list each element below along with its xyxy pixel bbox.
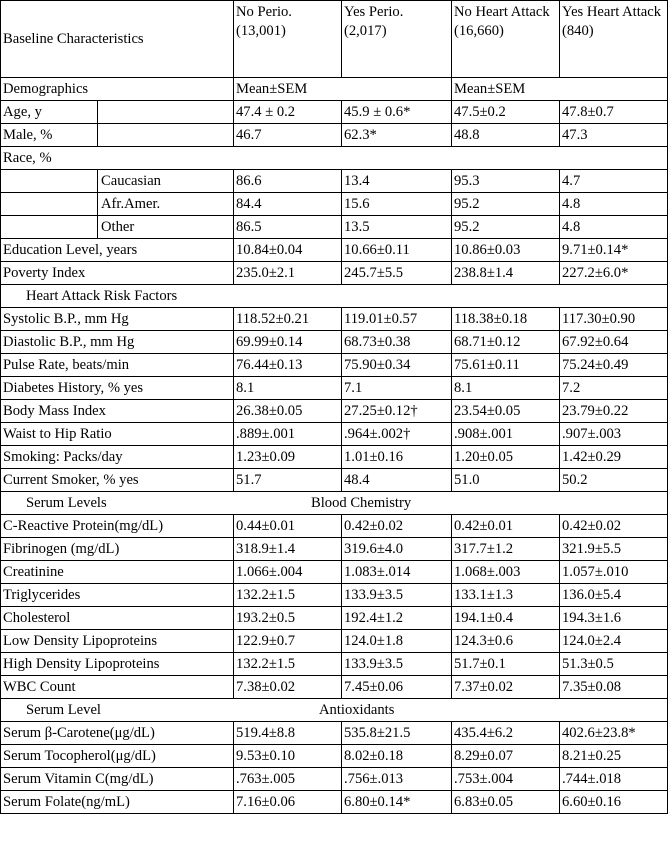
value-cell: 86.5 — [234, 216, 342, 239]
value-cell: 317.7±1.2 — [452, 538, 560, 561]
value-cell: 1.066±.004 — [234, 561, 342, 584]
value-cell: 47.8±0.7 — [560, 101, 668, 124]
value-cell: 7.2 — [560, 377, 668, 400]
value-cell: 1.068±.003 — [452, 561, 560, 584]
table-row — [1, 124, 668, 147]
value-cell: 51.7 — [234, 469, 342, 492]
row-label: WBC Count — [1, 676, 234, 699]
value-cell: .964±.002† — [342, 423, 452, 446]
value-cell: 9.71±0.14* — [560, 239, 668, 262]
blood-chemistry-heading-cell — [1, 492, 668, 515]
value-cell: 4.7 — [560, 170, 668, 193]
row-label: Creatinine — [1, 561, 234, 584]
race-label: Race, % — [3, 150, 52, 166]
table-row — [1, 331, 668, 354]
table-row — [1, 446, 668, 469]
table-row — [1, 722, 668, 745]
value-cell: 0.42±0.02 — [342, 515, 452, 538]
value-cell: 10.86±0.03 — [452, 239, 560, 262]
table-body — [1, 1, 668, 814]
table-row — [1, 653, 668, 676]
value-cell: 45.9 ± 0.6* — [342, 101, 452, 124]
table-row — [1, 538, 668, 561]
value-cell: .907±.003 — [560, 423, 668, 446]
table-row — [1, 676, 668, 699]
antioxidants-heading-sublabel: Antioxidants — [319, 702, 395, 718]
table-row — [1, 377, 668, 400]
value-cell: 9.53±0.10 — [234, 745, 342, 768]
table-row — [1, 745, 668, 768]
stat-label-perio: Mean±SEM — [234, 78, 452, 101]
value-cell: 1.42±0.29 — [560, 446, 668, 469]
row-blank-cell — [98, 101, 234, 124]
value-cell: 133.9±3.5 — [342, 653, 452, 676]
value-cell: 7.38±0.02 — [234, 676, 342, 699]
table-row — [1, 423, 668, 446]
value-cell: 194.1±0.4 — [452, 607, 560, 630]
value-cell: 46.7 — [234, 124, 342, 147]
value-cell: 402.6±23.8* — [560, 722, 668, 745]
value-cell: 132.2±1.5 — [234, 584, 342, 607]
risk-factors-heading: Heart Attack Risk Factors — [26, 288, 178, 304]
value-cell: 4.8 — [560, 193, 668, 216]
value-cell: 133.9±3.5 — [342, 584, 452, 607]
row-label: Male, % — [1, 124, 98, 147]
value-cell: 8.21±0.25 — [560, 745, 668, 768]
value-cell: 194.3±1.6 — [560, 607, 668, 630]
value-cell: 122.9±0.7 — [234, 630, 342, 653]
row-indent-cell — [1, 193, 98, 216]
value-cell: .908±.001 — [452, 423, 560, 446]
value-cell: 192.4±1.2 — [342, 607, 452, 630]
value-cell: 23.79±0.22 — [560, 400, 668, 423]
value-cell: 132.2±1.5 — [234, 653, 342, 676]
row-label: Current Smoker, % yes — [1, 469, 234, 492]
value-cell: 51.0 — [452, 469, 560, 492]
table-row — [1, 630, 668, 653]
value-cell: 75.61±0.11 — [452, 354, 560, 377]
demographics-header-row — [1, 78, 668, 101]
value-cell: 319.6±4.0 — [342, 538, 452, 561]
race-label-cell — [1, 147, 668, 170]
value-cell: 6.80±0.14* — [342, 791, 452, 814]
value-cell: 75.90±0.34 — [342, 354, 452, 377]
row-label: Education Level, years — [1, 239, 234, 262]
row-label: Afr.Amer. — [98, 193, 234, 216]
table-row — [1, 515, 668, 538]
row-blank-cell — [98, 124, 234, 147]
risk-factors-heading-cell — [1, 285, 668, 308]
value-cell: 48.8 — [452, 124, 560, 147]
value-cell: 535.8±21.5 — [342, 722, 452, 745]
value-cell: 6.60±0.16 — [560, 791, 668, 814]
table-row — [1, 101, 668, 124]
value-cell: 51.3±0.5 — [560, 653, 668, 676]
row-label: Diabetes History, % yes — [1, 377, 234, 400]
value-cell: 67.92±0.64 — [560, 331, 668, 354]
row-label: Age, y — [1, 101, 98, 124]
value-cell: 1.20±0.05 — [452, 446, 560, 469]
value-cell: 124.3±0.6 — [452, 630, 560, 653]
value-cell: 133.1±1.3 — [452, 584, 560, 607]
value-cell: .889±.001 — [234, 423, 342, 446]
value-cell: 69.99±0.14 — [234, 331, 342, 354]
value-cell: 23.54±0.05 — [452, 400, 560, 423]
value-cell: 84.4 — [234, 193, 342, 216]
value-cell: 6.83±0.05 — [452, 791, 560, 814]
value-cell: 47.4 ± 0.2 — [234, 101, 342, 124]
value-cell: 119.01±0.57 — [342, 308, 452, 331]
header-label: Baseline Characteristics — [1, 1, 234, 78]
table-row — [1, 216, 668, 239]
value-cell: 68.73±0.38 — [342, 331, 452, 354]
row-label: C-Reactive Protein(mg/dL) — [1, 515, 234, 538]
value-cell: 7.35±0.08 — [560, 676, 668, 699]
stat-label-heart-attack: Mean±SEM — [452, 78, 668, 101]
value-cell: 8.1 — [234, 377, 342, 400]
table-row — [1, 768, 668, 791]
value-cell: 26.38±0.05 — [234, 400, 342, 423]
value-cell: 435.4±6.2 — [452, 722, 560, 745]
value-cell: 124.0±1.8 — [342, 630, 452, 653]
table-row — [1, 584, 668, 607]
value-cell: 0.42±0.01 — [452, 515, 560, 538]
table-row — [1, 193, 668, 216]
table-row — [1, 170, 668, 193]
antioxidants-heading-label: Serum Level — [26, 702, 101, 718]
value-cell: 13.4 — [342, 170, 452, 193]
value-cell: 321.9±5.5 — [560, 538, 668, 561]
row-label: Systolic B.P., mm Hg — [1, 308, 234, 331]
value-cell: 8.02±0.18 — [342, 745, 452, 768]
value-cell: 1.083±.014 — [342, 561, 452, 584]
value-cell: 10.84±0.04 — [234, 239, 342, 262]
value-cell: 48.4 — [342, 469, 452, 492]
value-cell: 1.057±.010 — [560, 561, 668, 584]
value-cell: 68.71±0.12 — [452, 331, 560, 354]
blood-chemistry-heading-row — [1, 492, 668, 515]
value-cell: 136.0±5.4 — [560, 584, 668, 607]
value-cell: 13.5 — [342, 216, 452, 239]
blood-chemistry-heading-label: Serum Levels — [26, 495, 107, 511]
value-cell: 95.3 — [452, 170, 560, 193]
row-label: Serum β-Carotene(μg/dL) — [1, 722, 234, 745]
antioxidants-heading-row — [1, 699, 668, 722]
value-cell: 7.1 — [342, 377, 452, 400]
value-cell: 118.52±0.21 — [234, 308, 342, 331]
value-cell: 15.6 — [342, 193, 452, 216]
value-cell: 47.3 — [560, 124, 668, 147]
row-label: Fibrinogen (mg/dL) — [1, 538, 234, 561]
header-row — [1, 1, 668, 78]
row-label: Serum Folate(ng/mL) — [1, 791, 234, 814]
value-cell: 95.2 — [452, 216, 560, 239]
row-label: Caucasian — [98, 170, 234, 193]
row-label: High Density Lipoproteins — [1, 653, 234, 676]
row-indent-cell — [1, 216, 98, 239]
row-label: Triglycerides — [1, 584, 234, 607]
row-label: Serum Tocopherol(μg/dL) — [1, 745, 234, 768]
value-cell: 124.0±2.4 — [560, 630, 668, 653]
row-label: Cholesterol — [1, 607, 234, 630]
value-cell: 245.7±5.5 — [342, 262, 452, 285]
value-cell: 27.25±0.12† — [342, 400, 452, 423]
value-cell: 4.8 — [560, 216, 668, 239]
row-label: Low Density Lipoproteins — [1, 630, 234, 653]
header-yes-heart-attack: Yes Heart Attack (840) — [560, 1, 668, 78]
value-cell: 0.44±0.01 — [234, 515, 342, 538]
value-cell: 51.7±0.1 — [452, 653, 560, 676]
value-cell: 117.30±0.90 — [560, 308, 668, 331]
row-label: Other — [98, 216, 234, 239]
value-cell: .763±.005 — [234, 768, 342, 791]
risk-factors-heading-row — [1, 285, 668, 308]
header-yes-perio: Yes Perio. (2,017) — [342, 1, 452, 78]
table-row — [1, 354, 668, 377]
value-cell: 118.38±0.18 — [452, 308, 560, 331]
value-cell: 227.2±6.0* — [560, 262, 668, 285]
row-label: Waist to Hip Ratio — [1, 423, 234, 446]
table-row — [1, 308, 668, 331]
value-cell: 76.44±0.13 — [234, 354, 342, 377]
value-cell: 7.16±0.06 — [234, 791, 342, 814]
value-cell: 0.42±0.02 — [560, 515, 668, 538]
demographics-label: Demographics — [1, 78, 234, 101]
header-no-heart-attack: No Heart Attack (16,660) — [452, 1, 560, 78]
value-cell: .753±.004 — [452, 768, 560, 791]
table-row — [1, 262, 668, 285]
value-cell: 50.2 — [560, 469, 668, 492]
value-cell: 1.01±0.16 — [342, 446, 452, 469]
row-label: Pulse Rate, beats/min — [1, 354, 234, 377]
table-row — [1, 791, 668, 814]
header-no-perio: No Perio. (13,001) — [234, 1, 342, 78]
table-row — [1, 400, 668, 423]
value-cell: 1.23±0.09 — [234, 446, 342, 469]
value-cell: 193.2±0.5 — [234, 607, 342, 630]
value-cell: 75.24±0.49 — [560, 354, 668, 377]
value-cell: 235.0±2.1 — [234, 262, 342, 285]
value-cell: 7.37±0.02 — [452, 676, 560, 699]
table-row — [1, 561, 668, 584]
value-cell: .744±.018 — [560, 768, 668, 791]
value-cell: 238.8±1.4 — [452, 262, 560, 285]
value-cell: 8.1 — [452, 377, 560, 400]
value-cell: 86.6 — [234, 170, 342, 193]
value-cell: 10.66±0.11 — [342, 239, 452, 262]
row-label: Body Mass Index — [1, 400, 234, 423]
value-cell: 318.9±1.4 — [234, 538, 342, 561]
value-cell: 519.4±8.8 — [234, 722, 342, 745]
row-label: Diastolic B.P., mm Hg — [1, 331, 234, 354]
row-label: Serum Vitamin C(mg/dL) — [1, 768, 234, 791]
race-label-row — [1, 147, 668, 170]
row-label: Smoking: Packs/day — [1, 446, 234, 469]
value-cell: 62.3* — [342, 124, 452, 147]
table-row — [1, 607, 668, 630]
value-cell: 95.2 — [452, 193, 560, 216]
value-cell: 8.29±0.07 — [452, 745, 560, 768]
value-cell: 47.5±0.2 — [452, 101, 560, 124]
value-cell: .756±.013 — [342, 768, 452, 791]
value-cell: 7.45±0.06 — [342, 676, 452, 699]
table-row — [1, 239, 668, 262]
blood-chemistry-heading-sublabel: Blood Chemistry — [311, 495, 412, 511]
table-row — [1, 469, 668, 492]
row-label: Poverty Index — [1, 262, 234, 285]
row-indent-cell — [1, 170, 98, 193]
antioxidants-heading-cell — [1, 699, 668, 722]
